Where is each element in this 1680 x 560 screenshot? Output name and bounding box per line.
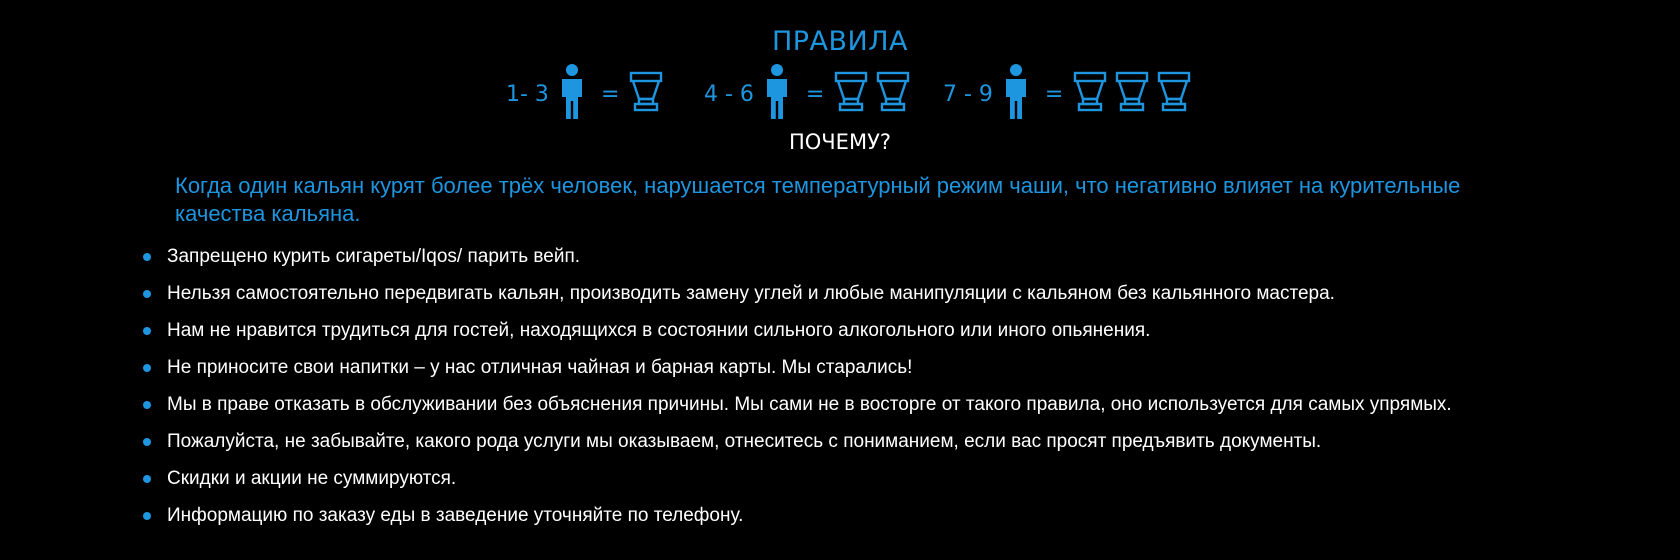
ratio-group-2 [704,66,918,122]
hookah-bowl-icon [1073,71,1107,118]
rule-text: Нельзя самостоятельно передвигать кальян, производить замену углей и любые манипуляции с кальяном без кальянного мастера. [167,283,1335,304]
bullet-icon [143,475,151,483]
rule-text: Информацию по заказу еды в заведение уточняйте по телефону. [167,505,744,526]
person-icon [1003,64,1029,125]
ratio-group-1 [506,66,671,122]
explanation-text: Когда один кальян курят более трёх человек, нарушается температурный режим чаши, что негативно влияет на курительные качества кальяна. [175,173,1461,226]
equals-sign: = [805,81,825,107]
bullet-icon [143,364,151,372]
bullet-icon [143,253,151,261]
bullet-icon [143,290,151,298]
bullet-icon [143,512,151,520]
rule-text: Не приносите свои напитки – у нас отличная чайная и барная карты. Мы старались! [167,357,913,378]
rule-item [140,392,1640,429]
guest-range-label: 4 - 6 [704,81,754,107]
hookah-bowl-icon [629,71,663,118]
why-heading: ПОЧЕМУ? [788,130,892,154]
rules-list [140,244,1640,540]
hookah-bowl-icon [834,71,868,118]
ratio-group-3 [943,66,1199,122]
bullet-icon [143,438,151,446]
page-title: ПРАВИЛА [771,26,909,57]
person-icon [559,64,585,125]
rule-item [140,281,1640,318]
rule-item [140,503,1640,540]
rule-text: Скидки и акции не суммируются. [167,468,457,489]
rule-text: Мы в праве отказать в обслуживании без объяснения причины. Мы сами не в восторге от такого правила, оно используется для самых упрямых. [167,394,1452,415]
rule-item [140,355,1640,392]
hookah-bowl-icon [876,71,910,118]
rule-item [140,318,1640,355]
rule-item [140,244,1640,281]
rule-text: Пожалуйста, не забывайте, какого рода услуги мы оказываем, отнеситесь с пониманием, если вас просят предъявить документы. [167,431,1322,452]
person-icon [764,64,790,125]
guest-range-label: 1- 3 [506,81,549,107]
rule-item [140,429,1640,466]
rule-text: Нам не нравится трудиться для гостей, находящихся в состоянии сильного алкогольного или иного опьянения. [167,320,1151,341]
hookah-bowl-icon [1115,71,1149,118]
guests-per-hookah-row [0,66,1680,122]
equals-sign: = [600,81,620,107]
rule-item [140,466,1640,503]
rule-text: Запрещено курить сигареты/Iqos/ парить вейп. [167,246,581,267]
bullet-icon [143,327,151,335]
equals-sign: = [1044,81,1064,107]
bullet-icon [143,401,151,409]
hookah-bowl-icon [1157,71,1191,118]
guest-range-label: 7 - 9 [943,81,993,107]
